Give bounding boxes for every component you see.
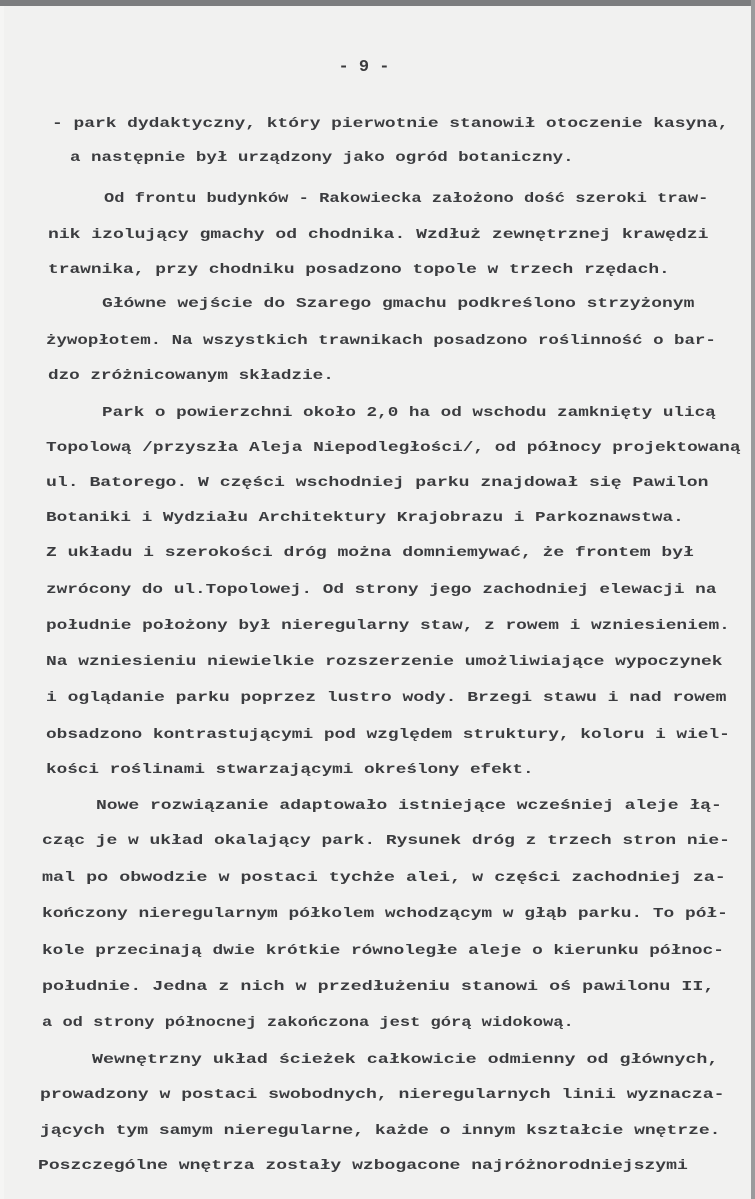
text-line: południe położony był nieregularny staw, z rowem i wzniesieniem. [46, 618, 730, 634]
text-line: Od frontu budynków - Rakowiecka założono dość szeroki traw- [104, 191, 709, 207]
text-line: cząc je w układ okalający park. Rysunek dróg z trzech stron nie- [42, 833, 730, 849]
text-line: kole przecinają dwie krótkie równoległe aleje o kierunku północ- [42, 943, 724, 959]
text-line: obsadzono kontrastującymi pod względem struktury, koloru i wiel- [46, 727, 730, 743]
text-line: nik izolujący gmachy od chodnika. Wzdłuż zewnętrznej krawędzi [48, 227, 709, 243]
text-line: zwrócony do ul.Topolowej. Od strony jego zachodniej elewacji na [46, 582, 717, 598]
text-line: południe. Jedna z nich w przedłużeniu stanowi oś pawilonu II, [42, 979, 715, 995]
text-line: żywopłotem. Na wszystkich trawnikach posadzono roślinność o bar- [46, 333, 716, 349]
text-line: Poszczególne wnętrza zostały wzbogacone najróżnorodniejszymi [38, 1158, 688, 1174]
text-line: a od strony północnej zakończona jest górą widokową. [42, 1015, 574, 1031]
text-line: Z układu i szerokości dróg można domniemywać, że frontem był [46, 545, 694, 561]
text-line: mal po obwodzie w postaci tychże alei, w części zachodniej za- [42, 870, 726, 886]
text-line: kończony nieregularnym półkolem wchodzącym w głąb parku. To pół- [42, 906, 728, 922]
text-line: Wewnętrzny układ ścieżek całkowicie odmienny od głównych, [92, 1052, 719, 1068]
text-line: jących tym samym nieregularne, każde o innym kształcie wnętrze. [40, 1123, 721, 1139]
page-number: - 9 - [338, 58, 390, 77]
text-line: Park o powierzchni około 2,0 ha od wschodu zamknięty ulicą [102, 405, 716, 421]
text-line: trawnika, przy chodniku posadzono topole w trzech rzędach. [48, 262, 670, 278]
scan-right-edge [751, 0, 755, 1199]
text-line: kości roślinami stwarzającymi określony efekt. [46, 762, 534, 778]
text-line: Główne wejście do Szarego gmachu podkreślono strzyżonym [102, 296, 695, 312]
text-line: dzo zróżnicowanym składzie. [48, 368, 334, 384]
text-line: Topolową /przyszła Aleja Niepodległości/, od północy projektowaną [46, 440, 741, 456]
typewritten-page [4, 6, 751, 1199]
text-line: Na wzniesieniu niewielkie rozszerzenie umożliwiające wypoczynek [46, 654, 723, 670]
text-line: i oglądanie parku poprzez lustro wody. Brzegi stawu i nad rowem [46, 690, 727, 706]
text-line: prowadzony w postaci swobodnych, nieregularnych linii wyznacza- [40, 1087, 725, 1103]
text-line: Botaniki i Wydziału Architektury Krajobrazu i Parkoznawstwa. [46, 510, 684, 526]
text-line: a następnie był urządzony jako ogród botaniczny. [70, 150, 574, 166]
text-line: ul. Batorego. W części wschodniej parku znajdował się Pawilon [46, 475, 709, 491]
text-line: Nowe rozwiązanie adaptowało istniejące wcześniej aleje łą- [96, 798, 722, 814]
text-line: - park dydaktyczny, który pierwotnie stanowił otoczenie kasyna, [52, 116, 729, 132]
